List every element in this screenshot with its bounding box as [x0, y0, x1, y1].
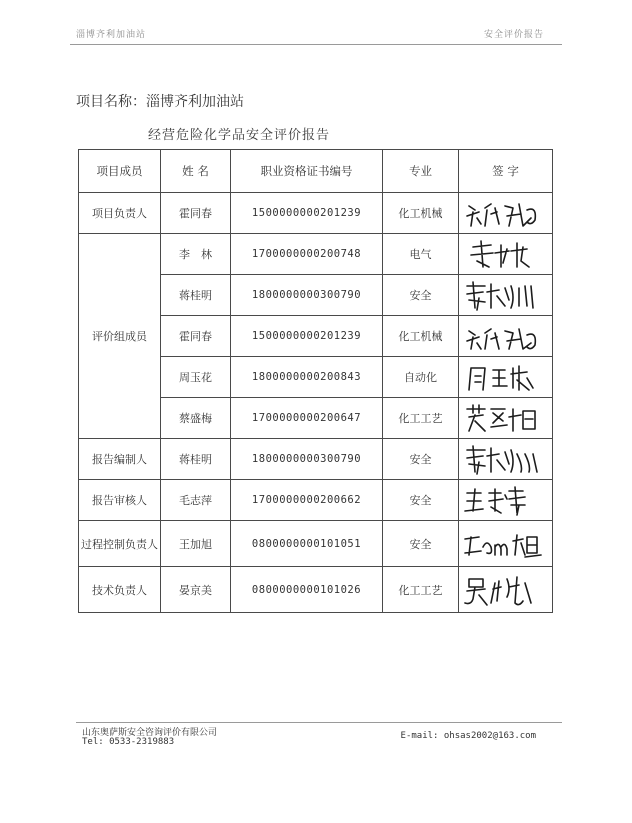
role-cell: 过程控制负责人 — [79, 521, 161, 567]
major-cell: 电气 — [383, 234, 459, 275]
footer-divider — [76, 722, 562, 723]
signature-cell — [459, 275, 553, 316]
handwritten-signature — [461, 527, 551, 561]
major-cell: 化工工艺 — [383, 398, 459, 439]
cert-cell: 1800000000200843 — [231, 357, 383, 398]
report-title: 经营危险化学品安全评价报告 — [148, 128, 331, 143]
table-row — [79, 567, 553, 613]
signature-cell — [459, 480, 553, 521]
handwritten-signature — [461, 483, 551, 517]
table-row — [79, 193, 553, 234]
cert-cell: 1700000000200647 — [231, 398, 383, 439]
signature-cell — [459, 193, 553, 234]
role-cell: 评价组成员 — [79, 234, 161, 439]
project-name-value: 淄博齐利加油站 — [146, 94, 244, 110]
name-cell: 霍同春 — [161, 193, 231, 234]
name-cell: 蔡盛梅 — [161, 398, 231, 439]
col-header-role: 项目成员 — [79, 150, 161, 193]
col-header-cert: 职业资格证书编号 — [231, 150, 383, 193]
handwritten-signature — [461, 237, 551, 271]
major-cell: 化工工艺 — [383, 567, 459, 613]
cert-cell: 1700000000200748 — [231, 234, 383, 275]
cert-cell: 1500000000201239 — [231, 193, 383, 234]
major-cell: 安全 — [383, 521, 459, 567]
cert-cell: 1800000000300790 — [231, 439, 383, 480]
table-row — [79, 521, 553, 567]
table-row — [79, 234, 553, 275]
name-cell: 李 林 — [161, 234, 231, 275]
signature-cell — [459, 567, 553, 613]
signature-cell — [459, 398, 553, 439]
table-header-row — [79, 150, 553, 193]
table-row — [79, 439, 553, 480]
footer-email: E-mail: ohsas2002@163.com — [400, 731, 536, 741]
cert-cell: 1500000000201239 — [231, 316, 383, 357]
running-header-left: 淄博齐利加油站 — [76, 30, 147, 40]
handwritten-signature — [461, 360, 551, 394]
name-cell: 蒋桂明 — [161, 275, 231, 316]
cert-cell: 1800000000300790 — [231, 275, 383, 316]
role-cell: 项目负责人 — [79, 193, 161, 234]
major-cell: 安全 — [383, 439, 459, 480]
role-cell: 报告审核人 — [79, 480, 161, 521]
major-cell: 自动化 — [383, 357, 459, 398]
table-row — [79, 480, 553, 521]
handwritten-signature — [461, 401, 551, 435]
name-cell: 晏京美 — [161, 567, 231, 613]
footer-company: 山东奥萨斯安全咨询评价有限公司 — [82, 728, 218, 738]
handwritten-signature — [461, 196, 551, 230]
staff-table — [78, 149, 553, 613]
cert-cell: 0800000000101051 — [231, 521, 383, 567]
running-header-right: 安全评价报告 — [483, 30, 544, 40]
signature-cell — [459, 316, 553, 357]
cert-cell: 0800000000101026 — [231, 567, 383, 613]
name-cell: 王加旭 — [161, 521, 231, 567]
cert-cell: 1700000000200662 — [231, 480, 383, 521]
name-cell: 蒋桂明 — [161, 439, 231, 480]
role-cell: 报告编制人 — [79, 439, 161, 480]
col-header-major: 专业 — [383, 150, 459, 193]
footer-telephone: Tel: 0533-2319883 — [82, 737, 175, 747]
major-cell: 安全 — [383, 275, 459, 316]
signature-cell — [459, 439, 553, 480]
major-cell: 化工机械 — [383, 193, 459, 234]
col-header-signature: 签 字 — [459, 150, 553, 193]
header-divider — [70, 44, 562, 45]
signature-cell — [459, 357, 553, 398]
major-cell: 安全 — [383, 480, 459, 521]
name-cell: 毛志萍 — [161, 480, 231, 521]
role-cell: 技术负责人 — [79, 567, 161, 613]
name-cell: 周玉花 — [161, 357, 231, 398]
handwritten-signature — [461, 442, 551, 476]
col-header-name: 姓 名 — [161, 150, 231, 193]
major-cell: 化工机械 — [383, 316, 459, 357]
project-name-label: 项目名称： — [76, 94, 146, 110]
handwritten-signature — [461, 319, 551, 353]
project-name-line — [76, 91, 244, 111]
name-cell: 霍同春 — [161, 316, 231, 357]
signature-cell — [459, 234, 553, 275]
handwritten-signature — [461, 573, 551, 607]
handwritten-signature — [461, 278, 551, 312]
signature-cell — [459, 521, 553, 567]
